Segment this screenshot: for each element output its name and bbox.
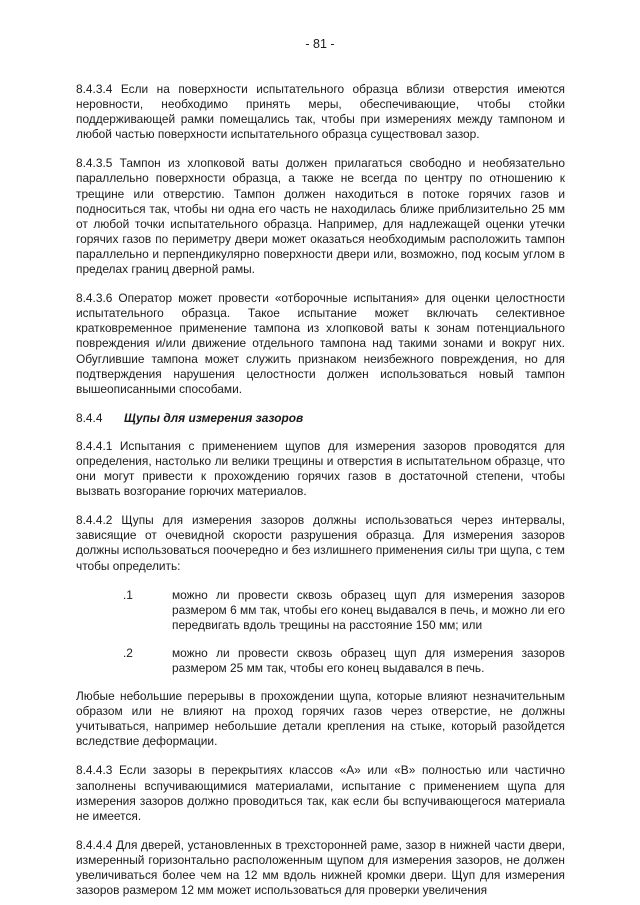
section-title: Щупы для измерения зазоров — [124, 410, 304, 425]
list-marker: .1 — [123, 587, 133, 602]
page-content — [76, 82, 565, 898]
paragraph-8-4-3-4: 8.4.3.4 Если на поверхности испытательного образца вблизи отверстия имеются неровности, необходимо принять меры, обеспечивающие, чтобы стойки поддерживающей рамки помещались так, чтобы при измерениях между тампоном и любой частью поверхности испытательного образца существовал зазор. — [76, 82, 565, 142]
list-item — [76, 588, 565, 633]
paragraph-8-4-4-2: 8.4.4.2 Щупы для измерения зазоров должны использоваться через интервалы, зависящие от очевидной скорости разрушения образца. Для измерения зазоров должны использоваться поочередно и без излишнего применения силы три щупа, с тем чтобы определить: — [76, 513, 565, 573]
paragraph-8-4-3-6: 8.4.3.6 Оператор может провести «отборочные испытания» для оценки целостности испытательного образца. Такое испытание может включать селективное кратковременное применение тампона из хлопковой ваты к зонам потенциального повреждения и/или движение отдельного тампона над такими зонами и вокруг них. Обуглившие тампона может служить признаком неизбежного повреждения, но для подтверждения нарушения целостности должен использоваться новый тампон вышеописанными способами. — [76, 291, 565, 396]
paragraph-8-4-4-4: 8.4.4.4 Для дверей, установленных в трехсторонней раме, зазор в нижней части двери, измеренный горизонтально расположенным щупом для измерения зазоров, не должен увеличиваться более чем на 12 мм вдоль нижней кромки двери. Щуп для измерения зазоров размером 12 мм может использоваться для проверки увеличения — [76, 837, 565, 898]
paragraph-8-4-3-5: 8.4.3.5 Тампон из хлопковой ваты должен прилагаться свободно и необязательно параллельно поверхности образца, а также не всегда по центру по отношению к трещине или отверстию. Тампон должен находиться в потоке горячих газов и подноситься так, чтобы ни одна его часть не находилась ближе приблизительно 25 мм от любой точки испытательного образца. Например, для надлежащей оценки утечки горячих газов по периметру двери может оказаться необходимым расположить тампон параллельно и перпендикулярно поверхности двери или, возможно, под косым углом в пределах границ дверной рамы. — [76, 156, 565, 277]
list-marker: .2 — [123, 645, 133, 660]
paragraph-8-4-4-1: 8.4.4.1 Испытания с применением щупов для измерения зазоров проводятся для определения, настолько ли велики трещины и отверстия в испытательном образце, что они могут привести к прохождению горячих газов в достаточной степени, чтобы вызвать возгорание горючих материалов. — [76, 438, 565, 499]
list-item-text: можно ли провести сквозь образец щуп для измерения зазоров размером 25 мм так, чтобы его конец выдавался в печь. — [172, 645, 565, 675]
section-number: 8.4.4 — [76, 410, 103, 425]
section-heading-8-4-4 — [76, 411, 565, 426]
list-item-text: можно ли провести сквозь образец щуп для измерения зазоров размером 6 мм так, чтобы его конец выдавался в печь, и можно ли его передвигать вдоль трещины на расстояние 150 мм; или — [172, 587, 565, 632]
paragraph-breaks: Любые небольшие перерывы в прохождении щупа, которые влияют незначительным образом или не влияют на проход горячих газов через отверстие, не должны учитываться, например небольшие детали крепления на стыке, который разойдется вследствие деформации. — [76, 689, 565, 749]
paragraph-8-4-4-3: 8.4.4.3 Если зазоры в перекрытиях классов «А» или «В» полностью или частично заполнены вспучивающимися материалами, испытание с применением щупа для измерения зазоров должно проводиться так, как если бы вспучивающегося материала не имеется. — [76, 763, 565, 823]
list-item — [76, 646, 565, 676]
page-number: - 81 - — [305, 37, 335, 51]
